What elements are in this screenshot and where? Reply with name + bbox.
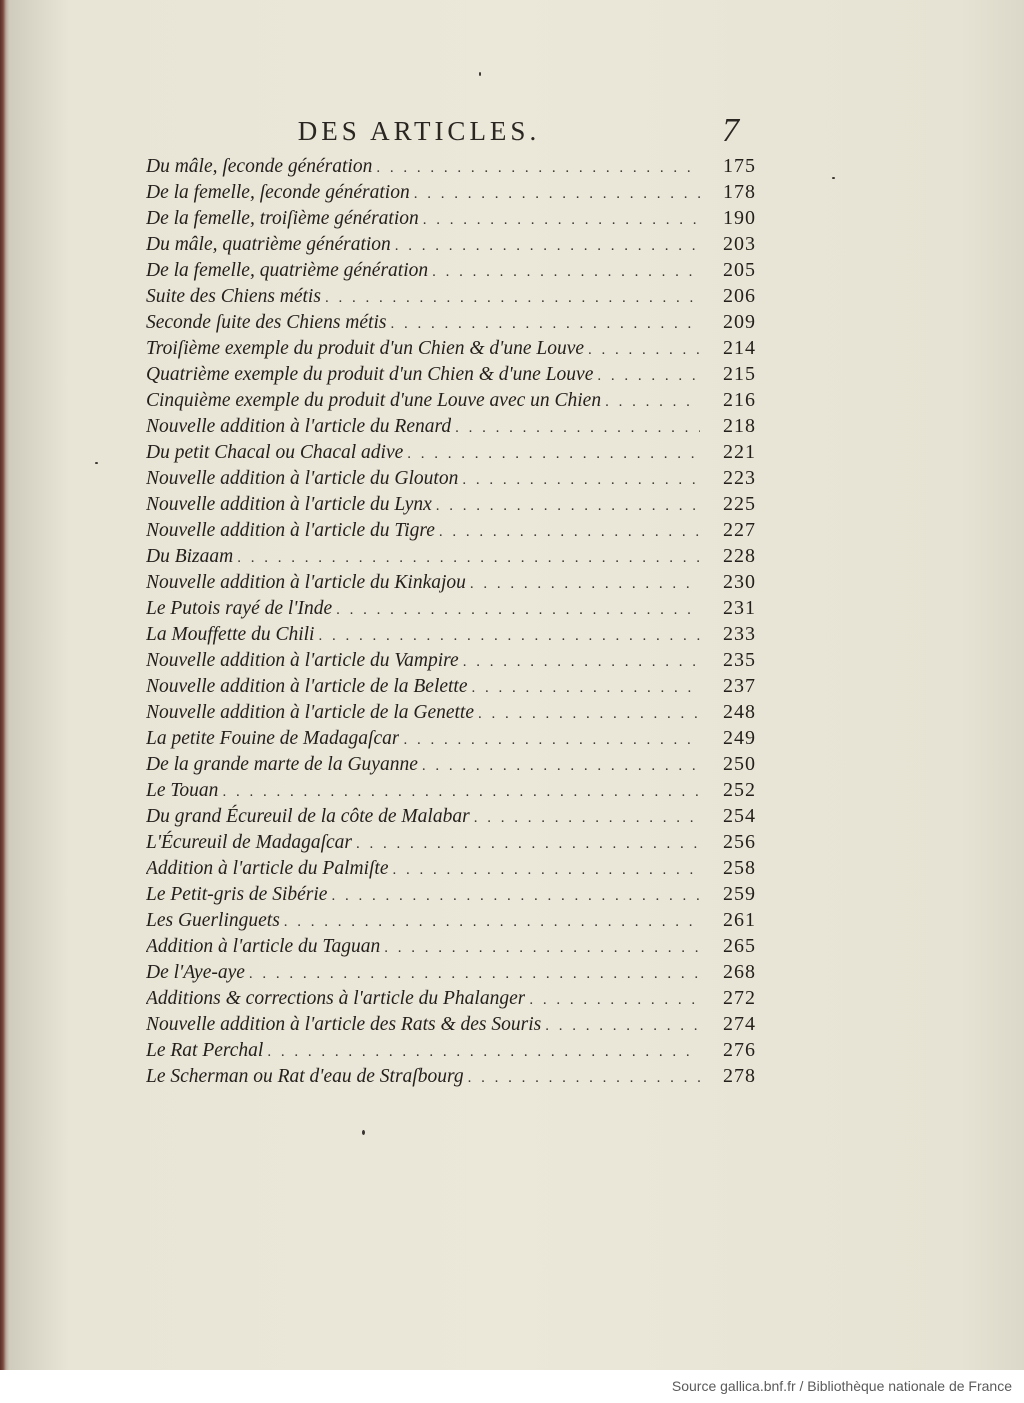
toc-entry-title: Addition à l'article du Palmiſte — [146, 858, 389, 879]
toc-entry-page: 237 — [723, 675, 756, 697]
toc-entry — [146, 933, 756, 959]
toc-entry-page: 218 — [723, 415, 756, 437]
dot-leader — [459, 649, 700, 675]
dot-leader — [451, 415, 700, 441]
toc-entry-page: 254 — [723, 805, 756, 827]
dot-leader — [474, 701, 700, 727]
table-of-contents — [146, 153, 756, 1089]
toc-entry-title: De la femelle, troiſième génération — [146, 208, 419, 229]
toc-entry-page: 205 — [723, 259, 756, 281]
toc-entry-page: 206 — [723, 285, 756, 307]
dot-leader — [372, 155, 700, 181]
dot-leader — [280, 909, 700, 935]
dot-leader — [419, 207, 700, 233]
running-title: DES ARTICLES. — [297, 116, 541, 146]
toc-entry-page: 250 — [723, 753, 756, 775]
toc-entry — [146, 907, 756, 933]
dot-leader — [352, 831, 700, 857]
dot-leader — [332, 597, 700, 623]
toc-entry-title: La Mouffette du Chili — [146, 624, 315, 645]
toc-entry — [146, 621, 756, 647]
page-header — [9, 112, 1024, 152]
dot-leader — [245, 961, 700, 987]
toc-entry-title: Additions & corrections à l'article du Phalanger — [146, 988, 526, 1009]
toc-entry-title: Du mâle, quatrième génération — [146, 234, 391, 255]
dot-leader — [541, 1013, 700, 1039]
ink-speck — [95, 462, 98, 464]
dot-leader — [263, 1039, 700, 1065]
toc-entry-page: 235 — [723, 649, 756, 671]
page-number: 7 — [722, 112, 739, 149]
toc-entry-title: De la femelle, quatrième génération — [146, 260, 429, 281]
toc-entry — [146, 1011, 756, 1037]
toc-entry-title: Cinquième exemple du produit d'une Louve avec un Chien — [146, 390, 602, 411]
dot-leader — [428, 259, 700, 285]
toc-entry-page: 190 — [723, 207, 756, 229]
toc-entry-title: Nouvelle addition à l'article du Lynx — [146, 494, 432, 515]
dot-leader — [435, 519, 700, 545]
toc-entry — [146, 413, 756, 439]
toc-entry-page: 278 — [723, 1065, 756, 1087]
ink-speck — [832, 177, 835, 179]
toc-entry — [146, 959, 756, 985]
toc-entry-title: Nouvelle addition à l'article de la Genette — [146, 702, 475, 723]
toc-entry-title: Du Bizaam — [146, 546, 234, 567]
toc-entry-page: 215 — [723, 363, 756, 385]
toc-entry — [146, 205, 756, 231]
toc-entry-page: 209 — [723, 311, 756, 333]
dot-leader — [432, 493, 700, 519]
toc-entry-page: 221 — [723, 441, 756, 463]
toc-entry-page: 261 — [723, 909, 756, 931]
toc-entry-page: 265 — [723, 935, 756, 957]
page-sheet — [9, 0, 1024, 1370]
toc-entry-page: 256 — [723, 831, 756, 853]
toc-entry — [146, 881, 756, 907]
toc-entry-page: 227 — [723, 519, 756, 541]
dot-leader — [525, 987, 700, 1013]
toc-entry-title: Du petit Chacal ou Chacal adive — [146, 442, 404, 463]
toc-entry-page: 231 — [723, 597, 756, 619]
toc-entry — [146, 673, 756, 699]
toc-entry-title: Nouvelle addition à l'article des Rats & des Souris — [146, 1014, 542, 1035]
toc-entry-title: Le Petit-gris de Sibérie — [146, 884, 328, 905]
source-credit: Source gallica.bnf.fr / Bibliothèque nationale de France — [671, 1378, 1012, 1394]
toc-entry — [146, 335, 756, 361]
toc-entry-page: 252 — [723, 779, 756, 801]
dot-leader — [466, 571, 700, 597]
toc-entry-title: Nouvelle addition à l'article du Tigre — [146, 520, 435, 541]
toc-entry — [146, 803, 756, 829]
dot-leader — [218, 779, 700, 805]
toc-entry — [146, 387, 756, 413]
toc-entry-title: L'Écureuil de Madagaſcar — [146, 832, 352, 853]
toc-entry — [146, 595, 756, 621]
toc-entry-title: Du mâle, ſeconde génération — [146, 156, 373, 177]
toc-entry — [146, 179, 756, 205]
toc-entry-title: La petite Fouine de Madagaſcar — [146, 728, 400, 749]
toc-entry — [146, 465, 756, 491]
dot-leader — [468, 675, 700, 701]
toc-entry-page: 175 — [723, 155, 756, 177]
toc-entry — [146, 1063, 756, 1089]
toc-entry-page: 216 — [723, 389, 756, 411]
toc-entry-page: 272 — [723, 987, 756, 1009]
toc-entry-page: 258 — [723, 857, 756, 879]
toc-entry — [146, 647, 756, 673]
dot-leader — [321, 285, 700, 311]
toc-entry-page: 214 — [723, 337, 756, 359]
toc-entry-title: De la grande marte de la Guyanne — [146, 754, 418, 775]
toc-entry-title: De l'Aye-aye — [146, 962, 245, 983]
toc-entry-page: 248 — [723, 701, 756, 723]
toc-entry-title: Les Guerlinguets — [146, 910, 280, 931]
dot-leader — [593, 363, 700, 389]
toc-entry-title: Seconde ſuite des Chiens métis — [146, 312, 387, 333]
toc-entry-page: 268 — [723, 961, 756, 983]
toc-entry-title: Le Rat Perchal — [146, 1040, 264, 1061]
dot-leader — [601, 389, 700, 415]
viewer-footer — [0, 1370, 1024, 1403]
toc-entry-page: 274 — [723, 1013, 756, 1035]
toc-entry — [146, 491, 756, 517]
toc-entry-title: Nouvelle addition à l'article du Renard — [146, 416, 452, 437]
dot-leader — [391, 233, 700, 259]
binding-edge — [0, 0, 9, 1370]
toc-entry — [146, 751, 756, 777]
toc-entry-page: 223 — [723, 467, 756, 489]
toc-entry-page: 276 — [723, 1039, 756, 1061]
toc-entry-title: Nouvelle addition à l'article de la Belette — [146, 676, 468, 697]
toc-entry — [146, 283, 756, 309]
toc-entry-title: Du grand Écureuil de la côte de Malabar — [146, 806, 470, 827]
toc-entry — [146, 777, 756, 803]
dot-leader — [314, 623, 700, 649]
toc-entry — [146, 153, 756, 179]
toc-entry — [146, 855, 756, 881]
toc-entry — [146, 1037, 756, 1063]
dot-leader — [388, 857, 700, 883]
toc-entry — [146, 257, 756, 283]
toc-entry-title: Nouvelle addition à l'article du Glouton — [146, 468, 459, 489]
toc-entry — [146, 829, 756, 855]
toc-entry-page: 249 — [723, 727, 756, 749]
toc-entry-page: 225 — [723, 493, 756, 515]
toc-entry-title: De la femelle, ſeconde génération — [146, 182, 410, 203]
toc-entry — [146, 699, 756, 725]
toc-entry — [146, 725, 756, 751]
dot-leader — [386, 311, 700, 337]
toc-entry-page: 203 — [723, 233, 756, 255]
dot-leader — [418, 753, 700, 779]
ink-speck — [362, 1130, 365, 1135]
dot-leader — [399, 727, 700, 753]
dot-leader — [233, 545, 700, 571]
dot-leader — [410, 181, 700, 207]
toc-entry — [146, 517, 756, 543]
toc-entry — [146, 985, 756, 1011]
toc-entry-page: 178 — [723, 181, 756, 203]
dot-leader — [403, 441, 700, 467]
toc-entry — [146, 543, 756, 569]
toc-entry-page: 228 — [723, 545, 756, 567]
dot-leader — [470, 805, 700, 831]
toc-entry — [146, 309, 756, 335]
toc-entry — [146, 439, 756, 465]
dot-leader — [584, 337, 700, 363]
dot-leader — [380, 935, 700, 961]
ink-speck — [479, 72, 481, 76]
toc-entry-title: Le Touan — [146, 780, 219, 801]
toc-entry-page: 233 — [723, 623, 756, 645]
dot-leader — [458, 467, 700, 493]
toc-entry — [146, 361, 756, 387]
dot-leader — [327, 883, 700, 909]
toc-entry-title: Nouvelle addition à l'article du Vampire — [146, 650, 459, 671]
toc-entry-page: 259 — [723, 883, 756, 905]
toc-entry-title: Le Scherman ou Rat d'eau de Straſbourg — [146, 1066, 464, 1087]
dot-leader — [464, 1065, 700, 1091]
toc-entry-title: Nouvelle addition à l'article du Kinkajou — [146, 572, 466, 593]
toc-entry-title: Suite des Chiens métis — [146, 286, 321, 307]
toc-entry-title: Le Putois rayé de l'Inde — [146, 598, 333, 619]
toc-entry-page: 230 — [723, 571, 756, 593]
toc-entry-title: Troiſième exemple du produit d'un Chien & d'une Louve — [146, 338, 584, 359]
toc-entry-title: Addition à l'article du Taguan — [146, 936, 381, 957]
toc-entry-title: Quatrième exemple du produit d'un Chien & d'une Louve — [146, 364, 594, 385]
toc-entry — [146, 569, 756, 595]
toc-entry — [146, 231, 756, 257]
